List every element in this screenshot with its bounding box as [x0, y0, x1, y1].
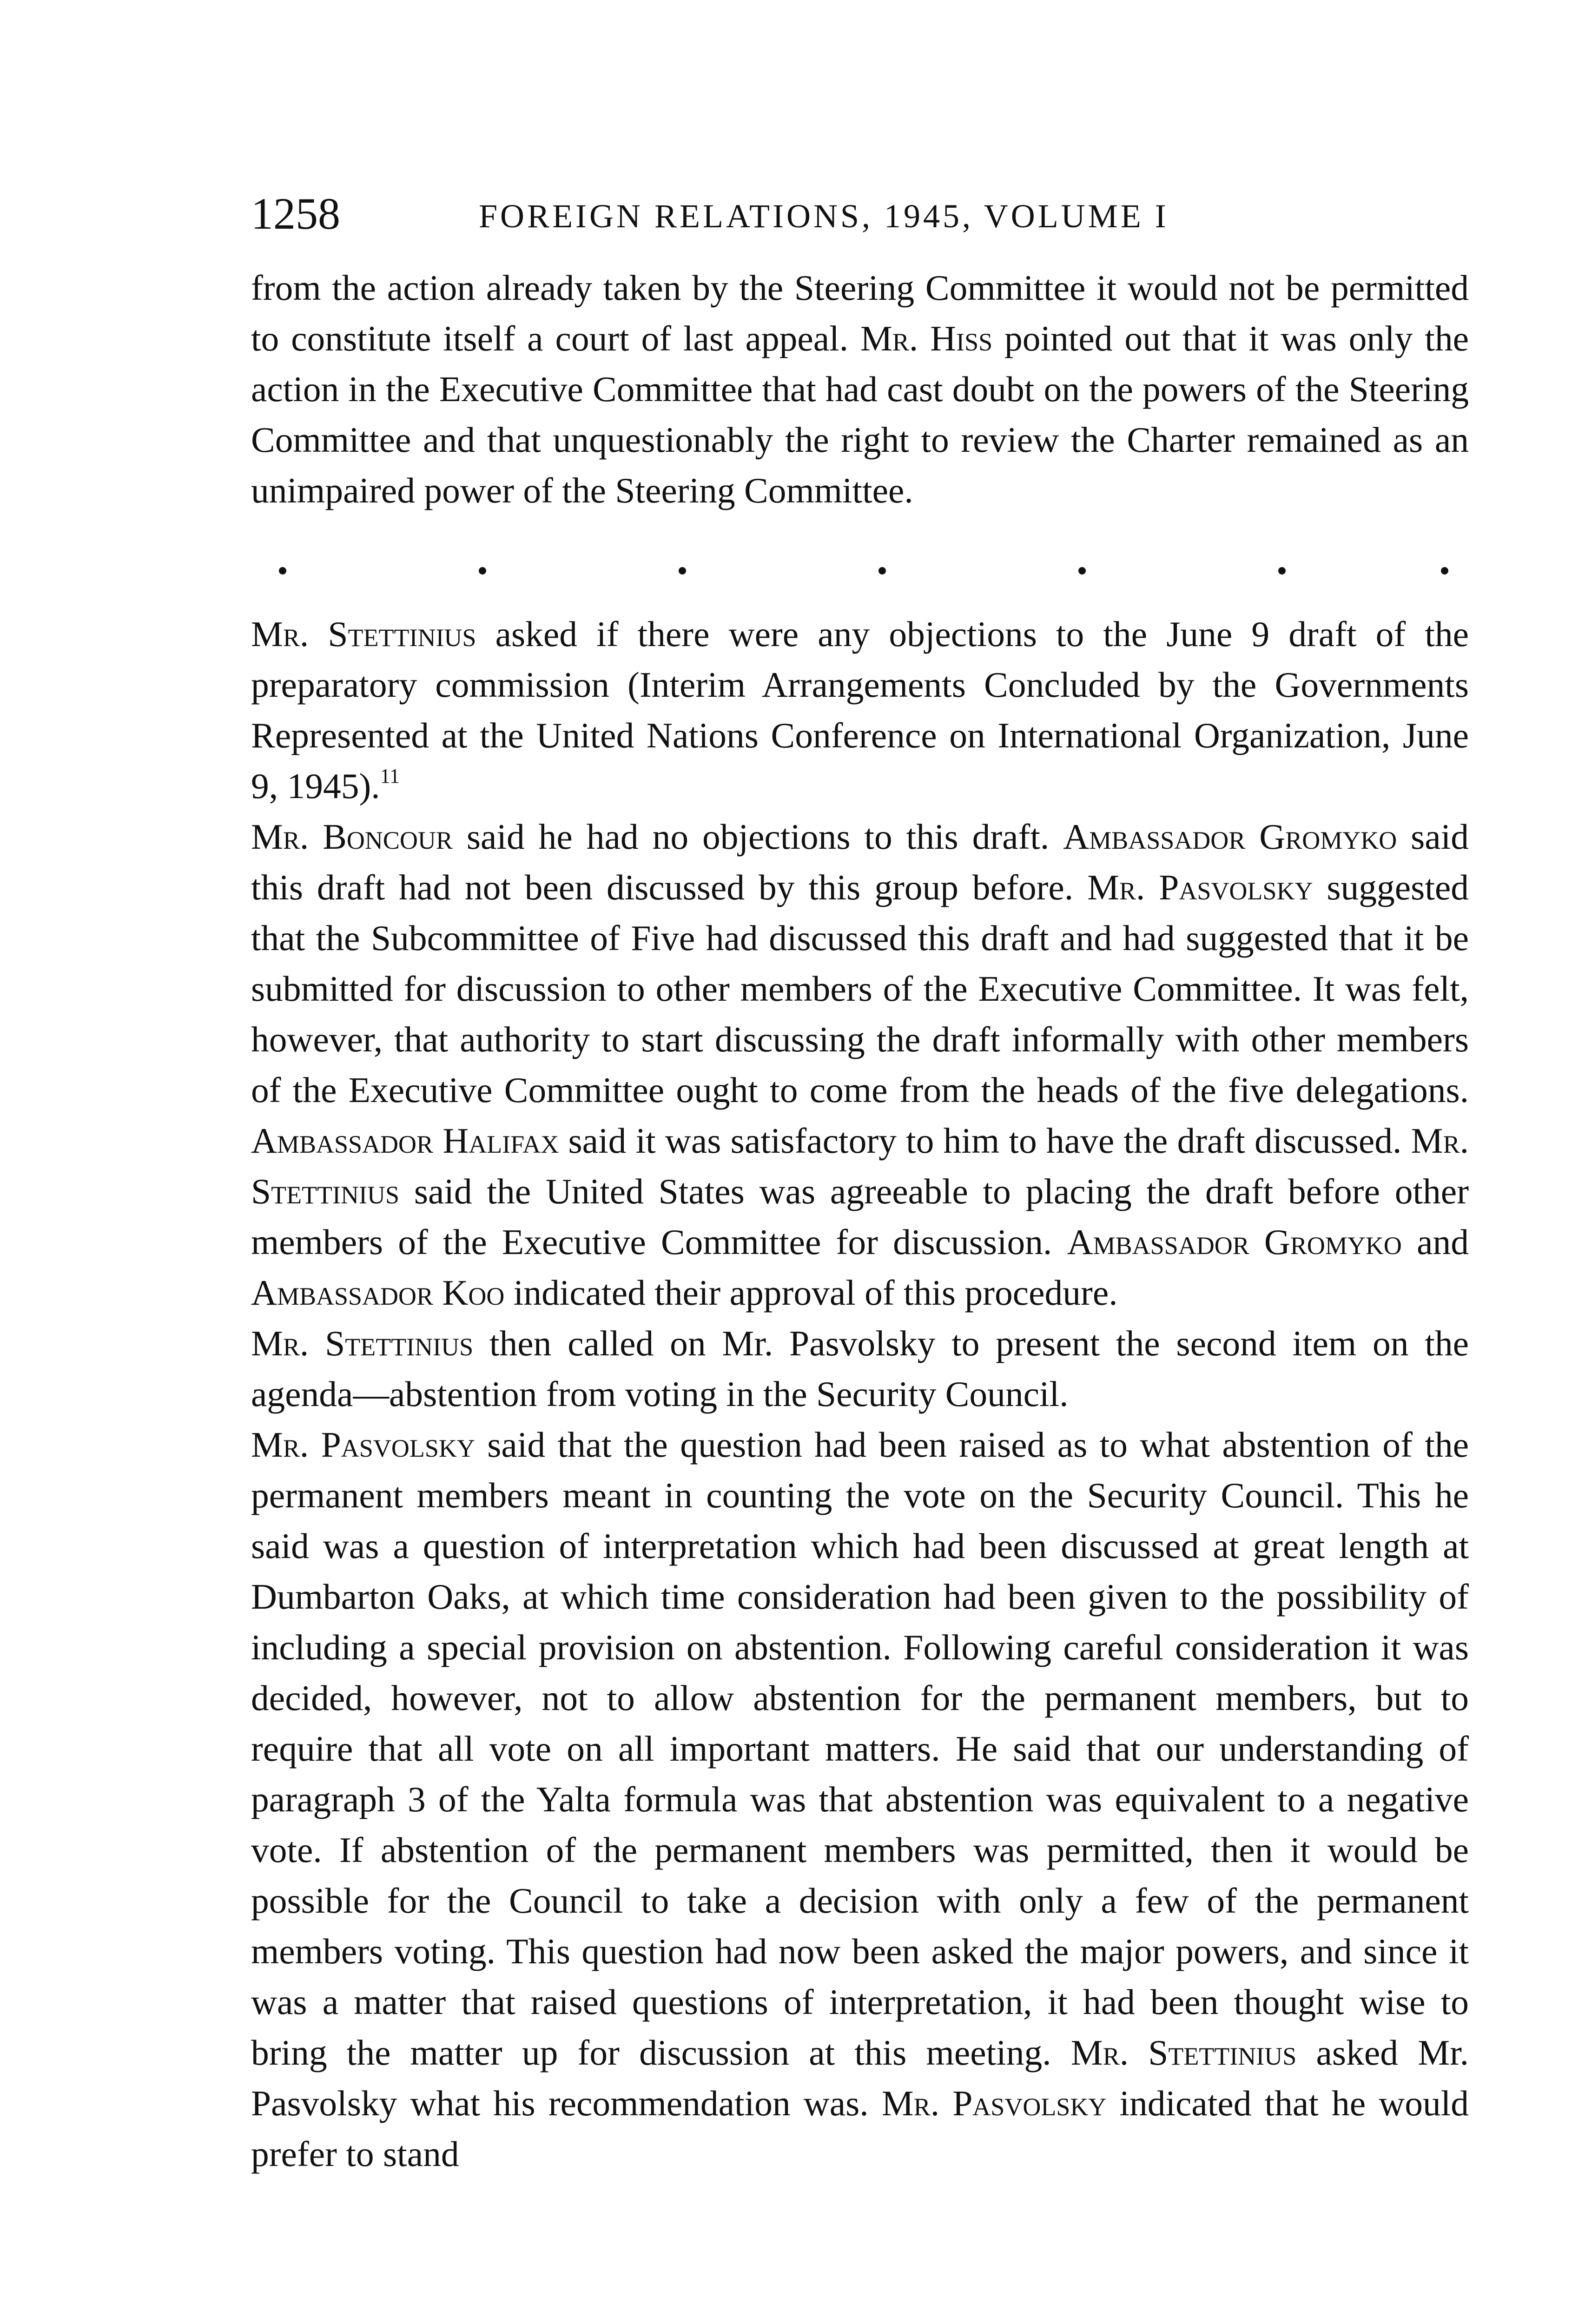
text-run: said this draft had not been discussed by this group before. — [251, 817, 1469, 907]
speaker-name: Ambassador Gromyko — [1067, 1222, 1402, 1262]
speaker-name: Mr. Stettinius — [251, 1323, 474, 1363]
text-run: said he had no objections to this draft. — [452, 817, 1063, 857]
speaker-name: Mr. Stettinius — [251, 614, 476, 654]
text-run: said the United States was agreeable to placing the draft before other members of the Executive Committee for discussion. — [251, 1171, 1469, 1262]
speaker-name: Mr. Hiss — [860, 318, 993, 358]
omission-dot — [878, 567, 886, 574]
text-run: from the action already taken by the Steering Committee it would not be permitted to constitute itself a court of last appeal. — [251, 268, 1469, 358]
text-run: suggested that the Subcommittee of Five had discussed this draft and had suggested that it be submitted for discussion to other members of the Executive Committee. It was felt, however, that authority to start discussing the draft informally with other members of the Executive Committee ought to come from the heads of the five delegations. — [251, 867, 1469, 1110]
omission-dot — [1441, 567, 1448, 574]
paragraph-5 — [251, 1419, 1469, 2179]
omission-dot — [1278, 567, 1286, 574]
paragraph-1 — [251, 263, 1469, 516]
omission-dot — [279, 567, 286, 574]
paragraph-3 — [251, 812, 1469, 1318]
text-run: then called on Mr. Pasvolsky to present the second item on the agenda—abstention from voting in the Security Council. — [251, 1323, 1469, 1414]
text-run: indicated that he would prefer to stand — [251, 2083, 1469, 2174]
text-run: said it was satisfactory to him to have the draft discussed. — [559, 1121, 1411, 1161]
speaker-name: Mr. Pasvolsky — [881, 2083, 1107, 2123]
omission-dot — [1078, 567, 1086, 574]
text-run: asked if there were any objections to the June 9 draft of the preparatory commission (Interim Arrangements Concluded by the Governments Represented at the United Nations Conference on International Organization, June 9, 1945). — [251, 614, 1469, 806]
footnote-reference: 11 — [380, 765, 400, 788]
page-header — [251, 186, 1460, 242]
speaker-name: Mr. Pasvolsky — [1087, 867, 1313, 907]
speaker-name: Ambassador Gromyko — [1063, 817, 1397, 857]
text-run: said that the question had been raised as to what abstention of the permanent members meant in counting the vote on the Security Council. This he said was a question of interpretation which had been discussed at great length at Dumbarton Oaks, at which time consideration had been given to the possibility of including a special provision on abstention. Following careful consideration it was decided, however, not to allow abstention for the permanent members, but to require that all vote on all important matters. He said that our understanding of paragraph 3 of the Yalta formula was that abstention was equivalent to a negative vote. If abstention of the permanent members was permitted, then it would be possible for the Council to take a decision with only a few of the permanent members voting. This question had now been asked the major powers, and since it was a matter that raised questions of interpretation, it had been thought wise to bring the matter up for discussion at this meeting. — [251, 1425, 1469, 2073]
text-run: and — [1401, 1222, 1469, 1262]
speaker-name: Ambassador Koo — [251, 1273, 505, 1313]
text-run: asked Mr. Pasvolsky what his recommendation was. — [251, 2033, 1469, 2123]
text-run: pointed out that it was only the action in the Executive Committee that had cast doubt on the powers of the Steering Committee and that unquestionably the right to review the Charter remained as an unimpaired power of the Steering Committee. — [251, 318, 1469, 510]
paragraph-2 — [251, 609, 1469, 812]
paragraph-4 — [251, 1318, 1469, 1419]
text-run: indicated their approval of this procedure. — [504, 1273, 1118, 1313]
running-title: FOREIGN RELATIONS, 1945, VOLUME I — [479, 198, 1169, 235]
omission-dot — [679, 567, 686, 574]
page-number: 1258 — [251, 189, 340, 238]
speaker-name: Mr. Stettinius — [1070, 2033, 1297, 2073]
speaker-name: Mr. Boncour — [251, 817, 453, 857]
speaker-name: Mr. Stettinius — [251, 1121, 1469, 1211]
body-text — [251, 263, 1469, 2179]
omission-dot — [479, 567, 486, 574]
speaker-name: Mr. Pasvolsky — [251, 1425, 475, 1465]
omission-dots — [279, 558, 1441, 586]
speaker-name: Ambassador Halifax — [251, 1121, 559, 1161]
